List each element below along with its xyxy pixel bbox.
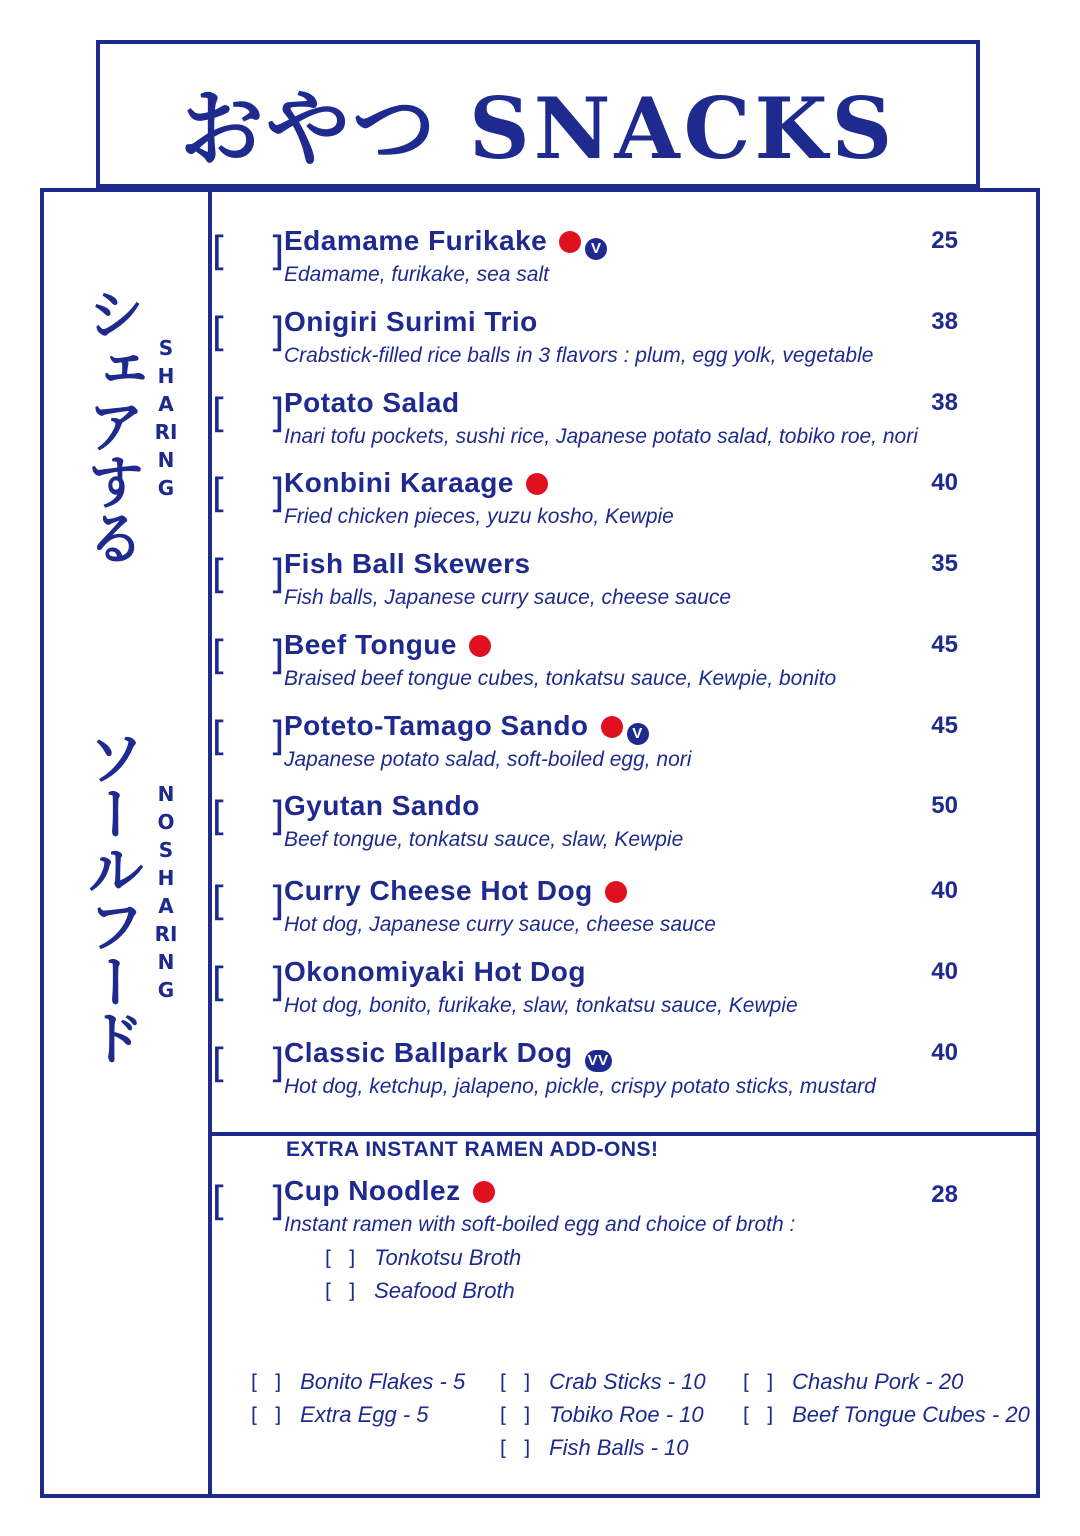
checkbox-icon[interactable]: [ ] [740, 1403, 777, 1427]
spicy-dot-icon [559, 231, 581, 253]
item-price: 28 [931, 1181, 958, 1208]
item-price: 40 [931, 877, 958, 904]
checkbox-icon[interactable]: [ ] [206, 229, 297, 275]
checkbox-icon[interactable]: [ ] [206, 471, 297, 517]
addon-item[interactable]: [ ] Crab Sticks - 10 [497, 1369, 706, 1394]
item-price: 40 [931, 1039, 958, 1066]
item-description: Fried chicken pieces, yuzu kosho, Kewpie [284, 505, 674, 528]
checkbox-icon[interactable]: [ ] [497, 1436, 534, 1460]
broth-option-tonkotsu[interactable]: [ ] Tonkotsu Broth [322, 1245, 522, 1270]
checkbox-icon[interactable]: [ ] [206, 960, 297, 1006]
checkbox-icon[interactable]: [ ] [322, 1279, 359, 1303]
item-name: Poteto-Tamago Sando V [284, 709, 649, 745]
checkbox-icon[interactable]: [ ] [497, 1370, 534, 1394]
item-name: Edamame Furikake V [284, 224, 607, 260]
broth-option-seafood[interactable]: [ ] Seafood Broth [322, 1278, 515, 1303]
no-sharing-english: NO SHARING [154, 782, 178, 1002]
item-price: 45 [931, 631, 958, 658]
checkbox-icon[interactable]: [ ] [206, 794, 297, 840]
checkbox-icon[interactable]: [ ] [206, 552, 297, 598]
item-name: Onigiri Surimi Trio [284, 306, 538, 337]
item-price: 35 [931, 550, 958, 577]
item-price: 40 [931, 469, 958, 496]
menu-item[interactable] [206, 1036, 958, 1110]
vegetarian-badge-icon: V [627, 723, 649, 745]
sidebar-gap [44, 604, 52, 614]
addon-item[interactable]: [ ] Chashu Pork - 20 [740, 1369, 964, 1394]
item-name: Potato Salad [284, 387, 460, 418]
item-name: Gyutan Sando [284, 790, 480, 821]
item-price: 50 [931, 792, 958, 819]
checkbox-icon[interactable]: [ ] [206, 1041, 297, 1087]
checkbox-icon[interactable]: [ ] [206, 391, 297, 437]
item-price: 38 [931, 389, 958, 416]
title-english: SNACKS [469, 79, 897, 178]
sharing-english: SHARING [154, 336, 178, 500]
addon-item[interactable]: [ ] Bonito Flakes - 5 [248, 1369, 466, 1394]
checkbox-icon[interactable]: [ ] [248, 1370, 285, 1394]
checkbox-icon[interactable]: [ ] [497, 1403, 534, 1427]
checkbox-icon[interactable]: [ ] [206, 310, 297, 356]
item-description: Hot dog, ketchup, jalapeno, pickle, crispy potato sticks, mustard [284, 1075, 876, 1098]
menu-item[interactable] [206, 955, 958, 1029]
checkbox-icon[interactable]: [ ] [206, 714, 297, 760]
checkbox-icon[interactable]: [ ] [322, 1246, 359, 1270]
item-name: Konbini Karaage [284, 466, 548, 500]
item-description: Edamame, furikake, sea salt [284, 263, 549, 286]
item-name: Okonomiyaki Hot Dog [284, 956, 586, 987]
section-divider [212, 1132, 1036, 1136]
menu-item[interactable] [206, 874, 958, 948]
checkbox-icon[interactable]: [ ] [206, 879, 297, 925]
checkbox-icon[interactable]: [ ] [248, 1403, 285, 1427]
menu-item[interactable] [206, 789, 958, 863]
item-name: Fish Ball Skewers [284, 548, 531, 579]
item-description: Hot dog, bonito, furikake, slaw, tonkatsu sauce, Kewpie [284, 994, 798, 1017]
vegan-badge-icon: VV [585, 1050, 612, 1072]
menu-item[interactable] [206, 305, 958, 379]
menu-item[interactable] [206, 386, 958, 460]
item-description: Beef tongue, tonkatsu sauce, slaw, Kewpie [284, 828, 684, 851]
addon-item[interactable]: [ ] Fish Balls - 10 [497, 1435, 689, 1460]
spicy-dot-icon [473, 1181, 495, 1203]
menu-item[interactable] [206, 709, 958, 783]
item-description: Inari tofu pockets, sushi rice, Japanese potato salad, tobiko roe, nori [284, 425, 918, 448]
item-description: Instant ramen with soft-boiled egg and choice of broth : [284, 1213, 796, 1236]
sidebar [44, 192, 212, 1494]
menu-item[interactable] [206, 466, 958, 540]
page-title [100, 62, 976, 183]
header-box [96, 40, 980, 188]
item-description: Fish balls, Japanese curry sauce, cheese sauce [284, 586, 732, 609]
spicy-dot-icon [601, 716, 623, 738]
title-japanese: おやつ [179, 80, 438, 178]
item-price: 38 [931, 308, 958, 335]
checkbox-icon[interactable]: [ ] [206, 1179, 297, 1225]
item-price: 45 [931, 712, 958, 739]
spicy-dot-icon [526, 473, 548, 495]
menu-item[interactable] [206, 224, 958, 298]
item-name: Classic Ballpark Dog VV [284, 1036, 612, 1072]
item-description: Japanese potato salad, soft-boiled egg, nori [284, 748, 692, 771]
sharing-japanese: シェアする [77, 284, 145, 564]
menu-item[interactable] [206, 547, 958, 621]
addon-item[interactable]: [ ] Beef Tongue Cubes - 20 [740, 1402, 1030, 1427]
addons-heading: EXTRA INSTANT RAMEN ADD-ONS! [286, 1138, 659, 1161]
item-price: 40 [931, 958, 958, 985]
checkbox-icon[interactable]: [ ] [740, 1370, 777, 1394]
addon-item[interactable]: [ ] Extra Egg - 5 [248, 1402, 429, 1427]
item-description: Hot dog, Japanese curry sauce, cheese sauce [284, 913, 716, 936]
item-name: Cup Noodlez [284, 1174, 495, 1208]
checkbox-icon[interactable]: [ ] [206, 633, 297, 679]
menu-item[interactable] [206, 628, 958, 702]
item-description: Braised beef tongue cubes, tonkatsu sauce, Kewpie, bonito [284, 667, 837, 690]
menu-item-cup-noodlez[interactable] [206, 1174, 958, 1248]
addon-item[interactable]: [ ] Tobiko Roe - 10 [497, 1402, 704, 1427]
item-description: Crabstick-filled rice balls in 3 flavors : plum, egg yolk, vegetable [284, 344, 874, 367]
item-name: Beef Tongue [284, 628, 491, 662]
item-price: 25 [931, 227, 958, 254]
spicy-dot-icon [605, 881, 627, 903]
no-sharing-japanese: ソールフード [77, 728, 145, 1064]
spicy-dot-icon [469, 635, 491, 657]
item-name: Curry Cheese Hot Dog [284, 874, 627, 908]
vegetarian-badge-icon: V [585, 238, 607, 260]
